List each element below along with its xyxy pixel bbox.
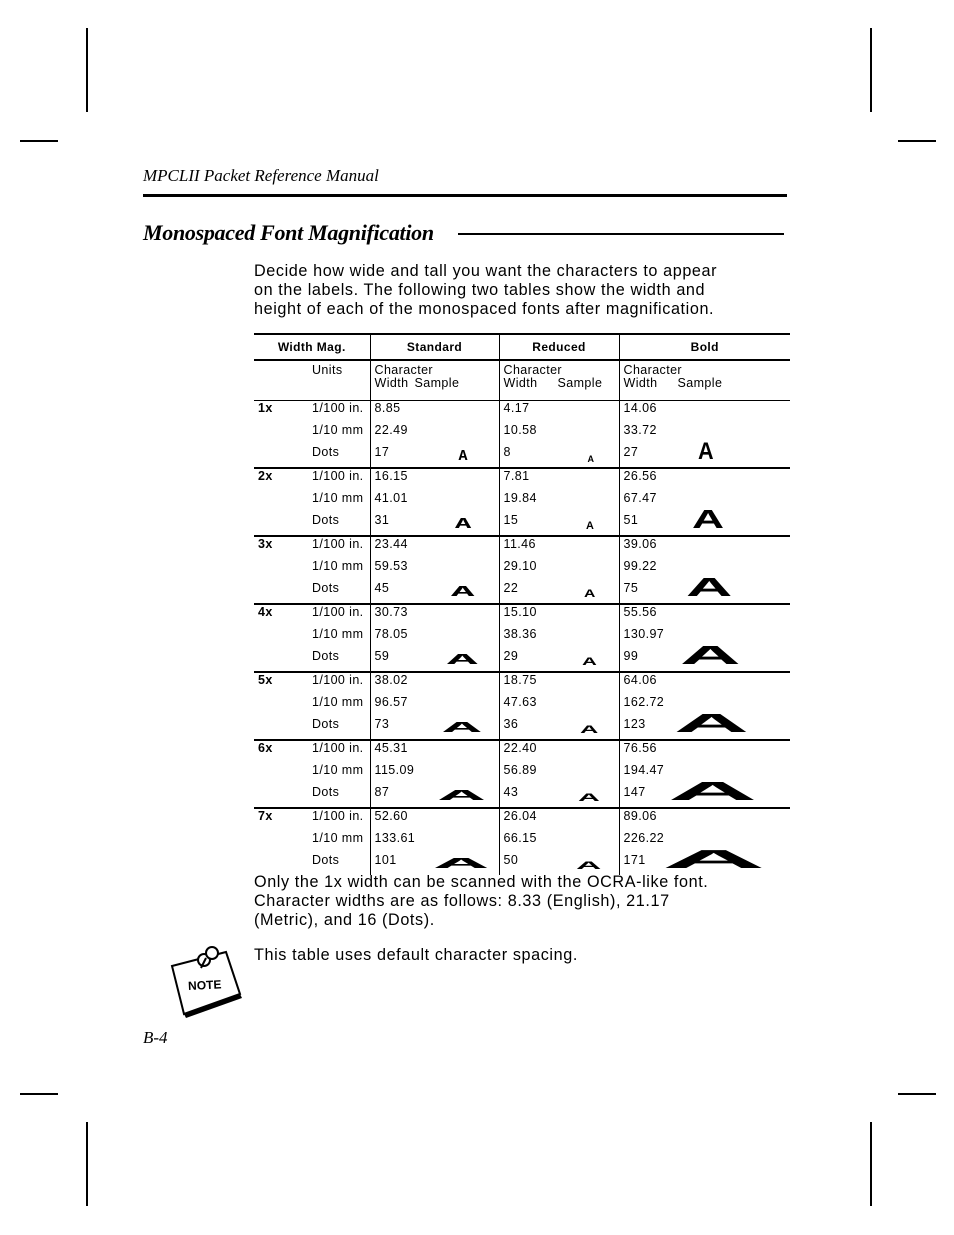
standard-sample-glyph: A <box>434 856 490 873</box>
reduced-value: 22.40 <box>499 740 619 763</box>
standard-value: 59.53 <box>370 559 499 581</box>
col-header-reduced: Reduced <box>499 334 619 360</box>
mag-label: 6x <box>254 740 308 763</box>
magnification-table <box>254 333 790 875</box>
standard-sample-glyph: A <box>442 720 483 737</box>
crop-mark <box>86 28 88 112</box>
crop-mark <box>870 1122 872 1206</box>
reduced-value: 29.10 <box>499 559 619 581</box>
standard-value: 115.09 <box>370 763 499 785</box>
mag-label <box>254 785 308 808</box>
unit-label: Dots <box>312 581 340 595</box>
unit-label: 1/100 in. <box>308 808 370 831</box>
subheader-standard: Character Width Sample <box>370 360 499 401</box>
mag-label <box>254 513 308 536</box>
bold-value: 194.47 <box>619 763 790 785</box>
bold-value: 55.56 <box>619 604 790 627</box>
reduced-sample-glyph: A <box>575 860 603 872</box>
table-row <box>254 604 790 627</box>
reduced-sample-glyph: A <box>587 454 595 464</box>
ocra-paragraph <box>254 873 794 930</box>
reduced-value: 11.46 <box>499 536 619 559</box>
unit-label: 1/10 mm <box>312 831 364 845</box>
bold-value: 99 A <box>619 649 790 672</box>
unit-label: 1/10 mm <box>312 559 364 573</box>
bold-sample-glyph: A <box>667 776 759 806</box>
standard-value: 133.61 <box>370 831 499 853</box>
mag-label: 5x <box>254 672 308 695</box>
standard-value: 30.73 <box>370 604 499 627</box>
mag-label <box>254 831 308 853</box>
standard-sample-glyph: A <box>438 788 486 805</box>
manual-title: MPCLII Packet Reference Manual <box>143 166 379 185</box>
reduced-sample-glyph: A <box>579 724 599 736</box>
subheader-reduced: Character Width Sample <box>499 360 619 401</box>
mag-label <box>254 423 308 445</box>
bold-value: 51 A <box>619 513 790 536</box>
standard-value: 41.01 <box>370 491 499 513</box>
mag-label <box>254 649 308 672</box>
table-row <box>254 717 790 740</box>
standard-value: 78.05 <box>370 627 499 649</box>
bold-sample-glyph: A <box>697 438 714 465</box>
reduced-sample-glyph: A <box>583 588 596 600</box>
mag-label: 7x <box>254 808 308 831</box>
crop-mark <box>898 140 936 142</box>
units-header: Units <box>312 363 343 377</box>
unit-label: Dots <box>312 513 340 527</box>
bold-value: 26.56 <box>619 468 790 491</box>
bold-value: 130.97 <box>619 627 790 649</box>
bold-value: 171 A <box>619 853 790 875</box>
reduced-sample-glyph: A <box>585 520 594 532</box>
bold-sample-glyph: A <box>679 640 742 670</box>
bold-value: 33.72 <box>619 423 790 445</box>
mag-label <box>254 627 308 649</box>
unit-label: 1/100 in. <box>308 468 370 491</box>
bold-value: 162.72 <box>619 695 790 717</box>
bold-value: 123 A <box>619 717 790 740</box>
subheader-bold: Character Width Sample <box>619 360 790 401</box>
mag-label <box>254 717 308 740</box>
unit-label: 1/10 mm <box>312 695 364 709</box>
reduced-value: 4.17 <box>499 401 619 424</box>
crop-mark <box>898 1093 936 1095</box>
standard-value: 59 A <box>370 649 499 672</box>
intro-line: Decide how wide and tall you want the characters to appear <box>254 262 718 280</box>
table-row <box>254 808 790 831</box>
col-header-standard: Standard <box>370 334 499 360</box>
crop-mark <box>20 1093 58 1095</box>
unit-label: Dots <box>312 853 340 867</box>
reduced-value: 19.84 <box>499 491 619 513</box>
bold-value: 64.06 <box>619 672 790 695</box>
unit-label: 1/10 mm <box>312 627 364 641</box>
unit-label: 1/10 mm <box>312 763 364 777</box>
standard-value: 8.85 <box>370 401 499 424</box>
standard-sample-glyph: A <box>450 584 475 601</box>
ocra-line: Only the 1x width can be scanned with the OCRA-like font. <box>254 873 709 891</box>
reduced-value: 15 A <box>499 513 619 536</box>
standard-value: 17 A <box>370 445 499 468</box>
bold-sample-glyph: A <box>673 708 751 738</box>
unit-label: 1/100 in. <box>308 536 370 559</box>
standard-value: 22.49 <box>370 423 499 445</box>
mag-label: 1x <box>254 401 308 424</box>
mag-label <box>254 445 308 468</box>
bold-value: 76.56 <box>619 740 790 763</box>
reduced-value: 8 A <box>499 445 619 468</box>
reduced-value: 36 A <box>499 717 619 740</box>
mag-label: 2x <box>254 468 308 491</box>
ocra-line: Character widths are as follows: 8.33 (English), 21.17 <box>254 892 670 910</box>
reduced-value: 10.58 <box>499 423 619 445</box>
reduced-value: 18.75 <box>499 672 619 695</box>
unit-label: Dots <box>312 785 340 799</box>
standard-value: 38.02 <box>370 672 499 695</box>
unit-label: 1/100 in. <box>308 604 370 627</box>
bold-sample-glyph: A <box>691 504 725 534</box>
bold-value: 75 A <box>619 581 790 604</box>
standard-value: 45.31 <box>370 740 499 763</box>
table-row <box>254 649 790 672</box>
bold-value: 226.22 <box>619 831 790 853</box>
reduced-value: 47.63 <box>499 695 619 717</box>
standard-value: 16.15 <box>370 468 499 491</box>
table-row <box>254 536 790 559</box>
page-number: B-4 <box>143 1028 168 1047</box>
header-rule <box>143 194 787 197</box>
reduced-value: 7.81 <box>499 468 619 491</box>
reduced-sample-glyph: A <box>581 656 598 668</box>
standard-value: 31 A <box>370 513 499 536</box>
table-row <box>254 785 790 808</box>
reduced-value: 15.10 <box>499 604 619 627</box>
table-row <box>254 513 790 536</box>
standard-value: 87 A <box>370 785 499 808</box>
intro-line: on the labels. The following two tables show the width and <box>254 281 706 299</box>
crop-mark <box>86 1122 88 1206</box>
mag-label <box>254 695 308 717</box>
mag-label <box>254 853 308 875</box>
table-row <box>254 401 790 424</box>
bold-sample-glyph: A <box>661 844 768 874</box>
unit-label: 1/10 mm <box>312 491 364 505</box>
standard-value: 45 A <box>370 581 499 604</box>
reduced-sample-glyph: A <box>577 792 601 804</box>
standard-value: 101 A <box>370 853 499 875</box>
reduced-value: 50 A <box>499 853 619 875</box>
mag-label: 3x <box>254 536 308 559</box>
crop-mark <box>20 140 58 142</box>
reduced-value: 26.04 <box>499 808 619 831</box>
ocra-line: (Metric), and 16 (Dots). <box>254 911 435 929</box>
note-icon-label: NOTE <box>187 977 222 994</box>
unit-label: 1/100 in. <box>308 672 370 695</box>
bold-value: 14.06 <box>619 401 790 424</box>
mag-label: 4x <box>254 604 308 627</box>
standard-sample-glyph: A <box>446 652 479 669</box>
bold-value: 27 A <box>619 445 790 468</box>
bold-value: 147 A <box>619 785 790 808</box>
bold-value: 89.06 <box>619 808 790 831</box>
section-title-rule <box>458 233 784 235</box>
reduced-value: 43 A <box>499 785 619 808</box>
standard-sample-glyph: A <box>458 448 468 465</box>
standard-value: 52.60 <box>370 808 499 831</box>
table-row <box>254 445 790 468</box>
mag-label <box>254 763 308 785</box>
col-header-width-mag: Width Mag. <box>254 334 370 360</box>
table-row <box>254 581 790 604</box>
reduced-value: 56.89 <box>499 763 619 785</box>
bold-value: 39.06 <box>619 536 790 559</box>
unit-label: Dots <box>312 649 340 663</box>
mag-label <box>254 559 308 581</box>
standard-value: 96.57 <box>370 695 499 717</box>
reduced-value: 66.15 <box>499 831 619 853</box>
table-row <box>254 672 790 695</box>
bold-value: 67.47 <box>619 491 790 513</box>
unit-label: 1/100 in. <box>308 401 370 424</box>
reduced-value: 29 A <box>499 649 619 672</box>
col-header-bold: Bold <box>619 334 790 360</box>
standard-value: 73 A <box>370 717 499 740</box>
reduced-value: 38.36 <box>499 627 619 649</box>
unit-label: Dots <box>312 445 340 459</box>
bold-value: 99.22 <box>619 559 790 581</box>
table-row <box>254 853 790 875</box>
standard-value: 23.44 <box>370 536 499 559</box>
standard-sample-glyph: A <box>454 516 472 533</box>
crop-mark <box>870 28 872 112</box>
section-title: Monospaced Font Magnification <box>143 220 434 245</box>
mag-label <box>254 581 308 604</box>
note-icon <box>168 944 244 1020</box>
note-text: This table uses default character spacing. <box>254 946 578 964</box>
unit-label: 1/100 in. <box>308 740 370 763</box>
unit-label: 1/10 mm <box>312 423 364 437</box>
intro-line: height of each of the monospaced fonts after magnification. <box>254 300 715 318</box>
mag-label <box>254 491 308 513</box>
table-row <box>254 468 790 491</box>
bold-sample-glyph: A <box>685 572 733 602</box>
intro-paragraph <box>254 262 794 319</box>
unit-label: Dots <box>312 717 340 731</box>
reduced-value: 22 A <box>499 581 619 604</box>
table-row <box>254 740 790 763</box>
